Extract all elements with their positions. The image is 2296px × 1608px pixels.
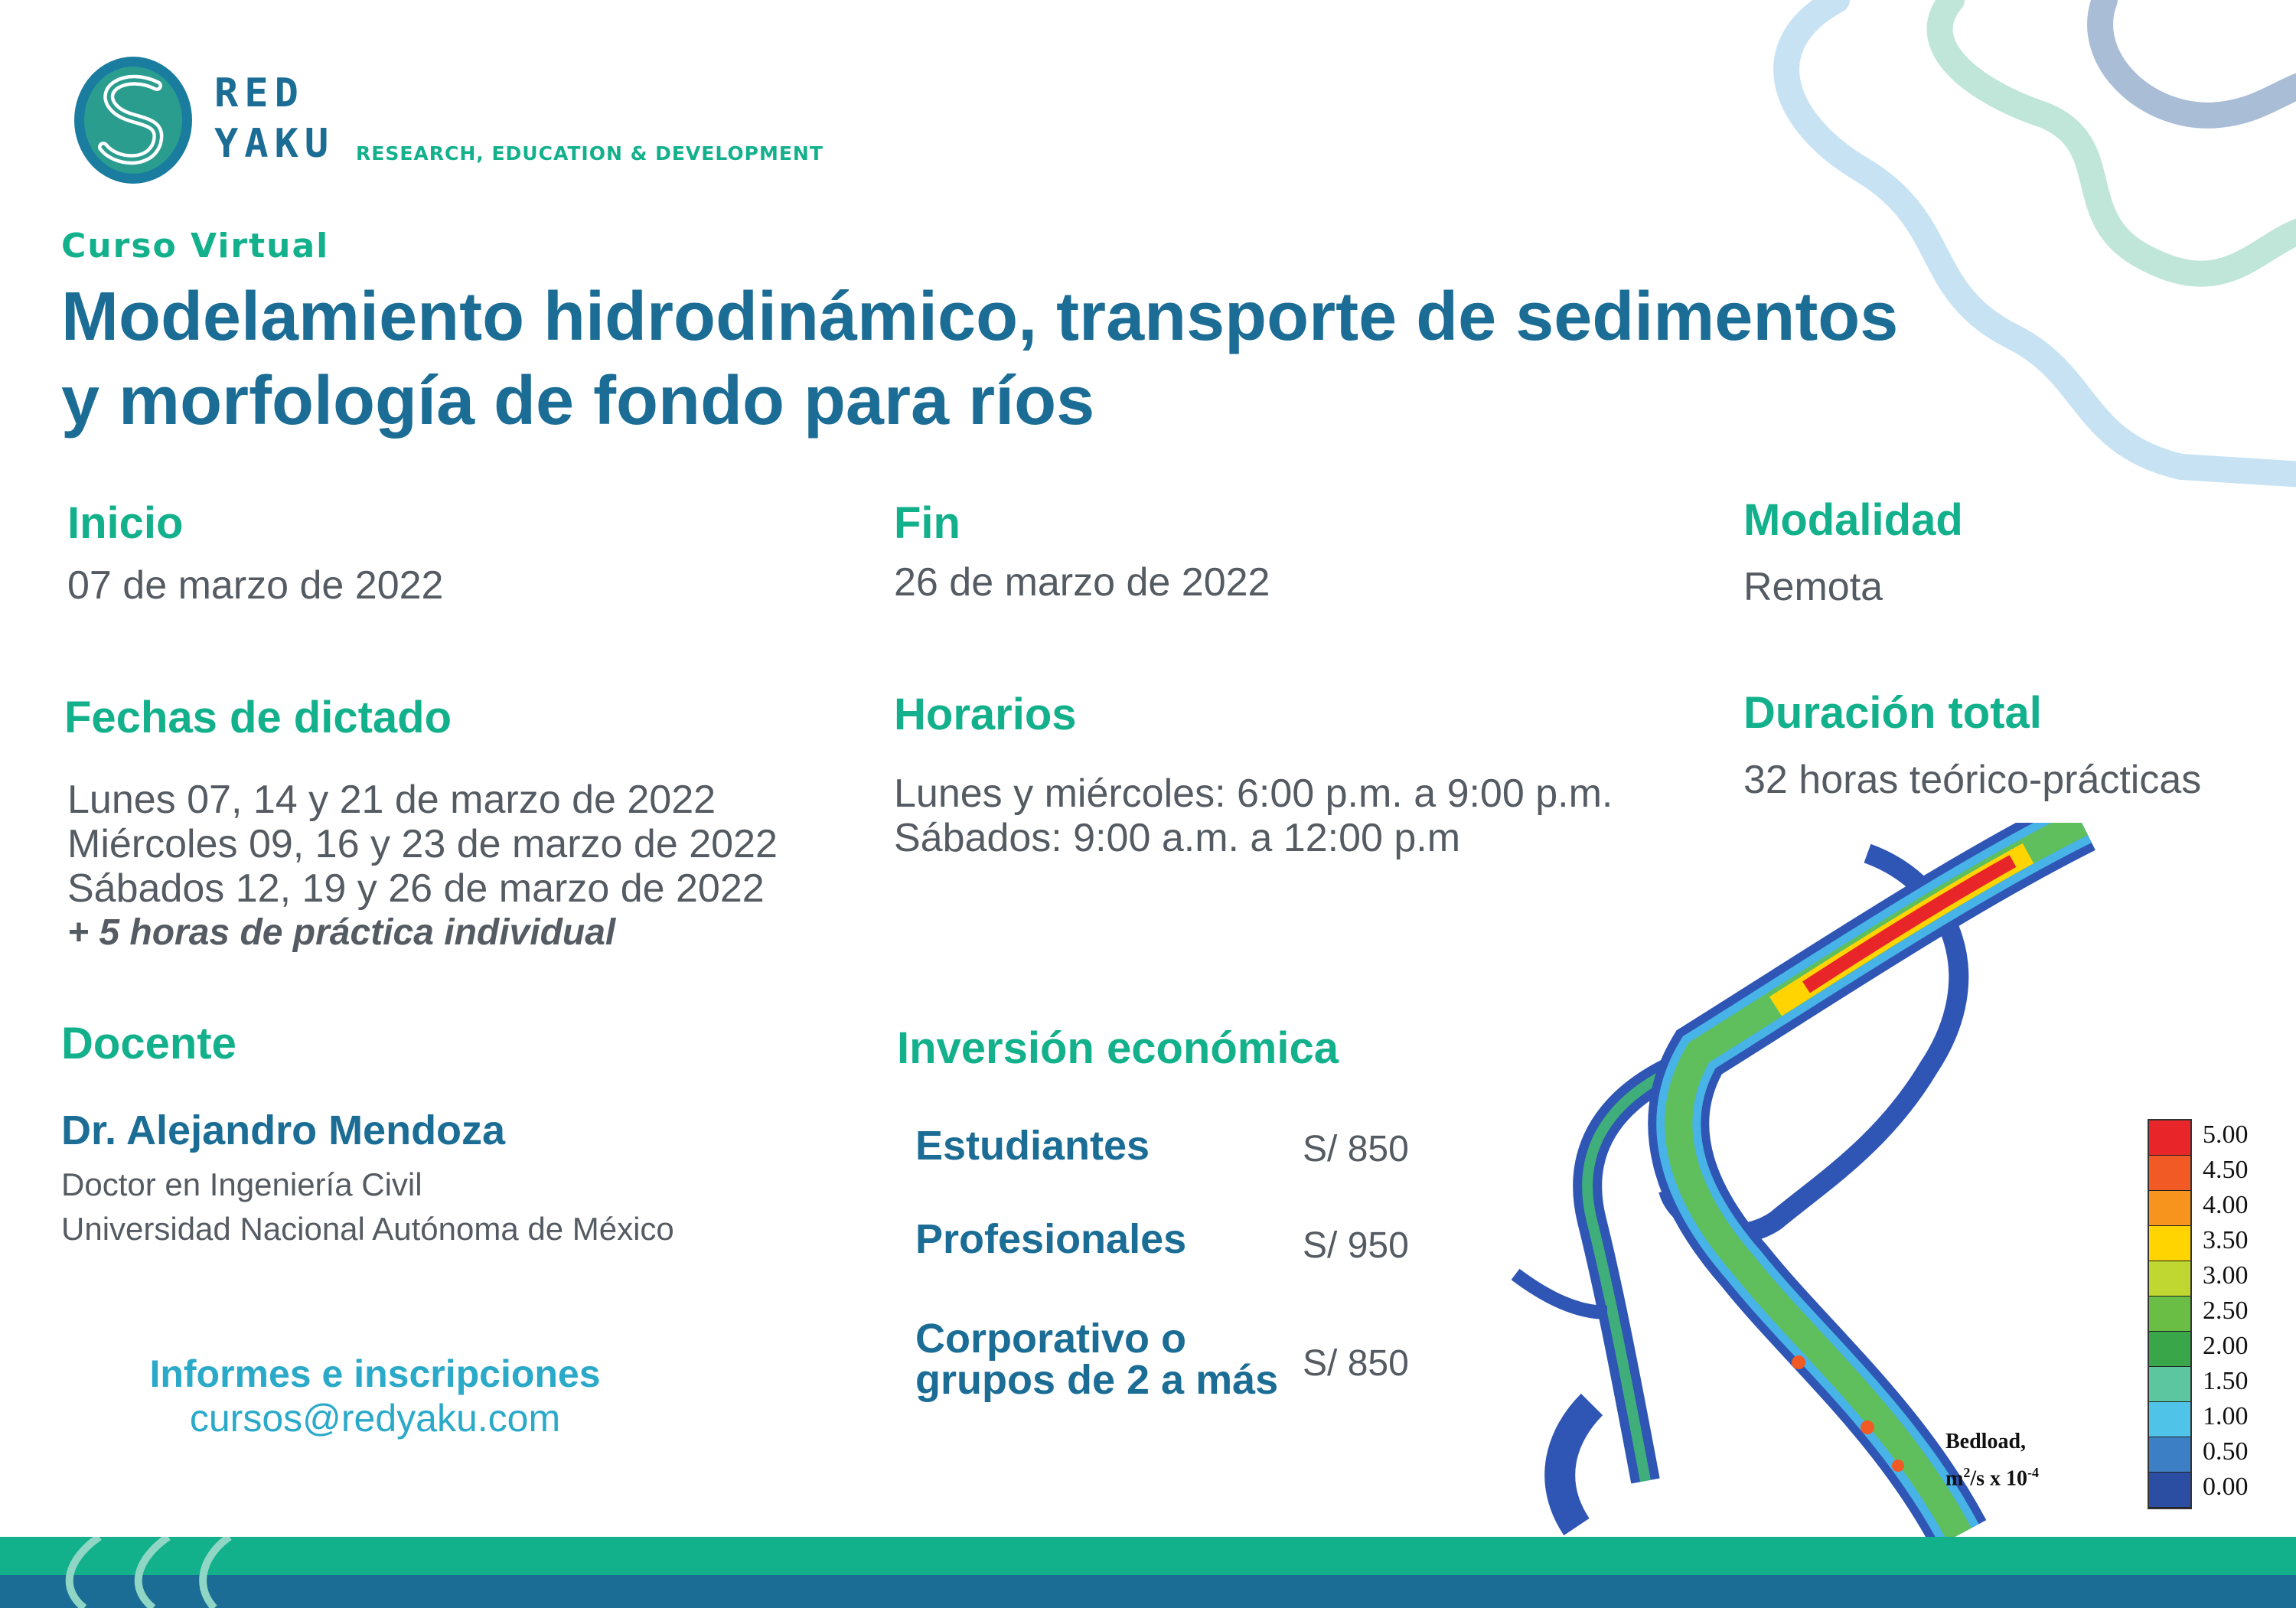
footer-blue-bar: [0, 1575, 2296, 1608]
legend-labels: [2203, 1119, 2287, 1517]
legend-title: [1945, 1427, 2039, 1494]
price-label-corporativo: [915, 1318, 1278, 1401]
legend-value: 5.00: [2203, 1120, 2249, 1149]
legend-swatch: [2149, 1297, 2190, 1332]
legend-value: 0.50: [2203, 1437, 2249, 1466]
horarios-line: Sábados: 9:00 a.m. a 12:00 p.m: [894, 816, 1461, 860]
legend-value: 0.00: [2203, 1473, 2249, 1501]
legend-units: [1945, 1457, 2039, 1494]
legend-value: 1.50: [2203, 1367, 2249, 1395]
docente-label: Docente: [61, 1019, 236, 1068]
fin-label: Fin: [894, 498, 960, 548]
fechas-line: Miércoles 09, 16 y 23 de marzo de 2022: [67, 822, 778, 866]
duracion-value: 32 horas teórico-prácticas: [1743, 758, 2202, 802]
modalidad-label: Modalidad: [1743, 495, 1963, 545]
legend-units-sup1: 2: [1963, 1465, 1971, 1480]
legend-units-sup2: -4: [2027, 1465, 2040, 1480]
contact-email[interactable]: cursos@redyaku.com: [189, 1397, 561, 1440]
legend-value: 3.00: [2203, 1261, 2249, 1290]
fechas-label: Fechas de dictado: [64, 693, 452, 742]
legend-swatch: [2149, 1191, 2190, 1226]
map-legend: [2148, 1119, 2289, 1517]
legend-swatch: [2149, 1120, 2190, 1156]
price-label-corporativo-line2: grupos de 2 a más: [915, 1357, 1279, 1403]
legend-swatch: [2149, 1332, 2190, 1367]
footer-teal-bar: [0, 1537, 2296, 1575]
brand-logo: [73, 55, 194, 185]
legend-units-mid: /s x 10: [1970, 1466, 2028, 1491]
price-label-estudiantes: Estudiantes: [915, 1123, 1150, 1169]
legend-value: 4.50: [2203, 1156, 2249, 1184]
fechas-line: Sábados 12, 19 y 26 de marzo de 2022: [67, 866, 765, 911]
course-title-line1: Modelamiento hidrodinámico, transporte de sedimentos: [61, 279, 1899, 355]
modalidad-value: Remota: [1743, 565, 1883, 609]
legend-units-prefix: m: [1945, 1466, 1964, 1491]
course-title-line2: y morfología de fondo para ríos: [61, 363, 1095, 439]
brand-name-line1: RED: [214, 70, 305, 116]
horarios-label: Horarios: [894, 690, 1077, 739]
inicio-value: 07 de marzo de 2022: [67, 563, 444, 608]
legend-value: 2.00: [2203, 1332, 2249, 1360]
logo-emblem-icon: [73, 55, 194, 185]
contact-label: Informes e inscripciones: [149, 1352, 601, 1395]
legend-swatch: [2149, 1156, 2190, 1191]
inicio-label: Inicio: [67, 498, 184, 548]
legend-swatch: [2149, 1367, 2190, 1402]
legend-swatch: [2149, 1261, 2190, 1297]
inversion-label: Inversión económica: [897, 1023, 1339, 1073]
price-label-profesionales: Profesionales: [915, 1216, 1187, 1262]
legend-value: 2.50: [2203, 1297, 2249, 1325]
contact-block: [61, 1352, 689, 1440]
legend-title-text: Bedload,: [1945, 1430, 2027, 1453]
price-value-estudiantes: S/ 850: [1303, 1129, 1409, 1169]
duracion-label: Duración total: [1743, 688, 2042, 738]
fin-value: 26 de marzo de 2022: [894, 560, 1270, 605]
legend-color-bar: [2148, 1119, 2192, 1509]
legend-value: 3.50: [2203, 1226, 2249, 1254]
docente-name: Dr. Alejandro Mendoza: [61, 1107, 506, 1153]
price-label-corporativo-line1: Corporativo o: [915, 1316, 1187, 1362]
legend-swatch: [2149, 1437, 2190, 1473]
brand-tagline: RESEARCH, EDUCATION & DEVELOPMENT: [356, 142, 823, 165]
fechas-extra: + 5 horas de práctica individual: [67, 912, 616, 953]
fechas-line: Lunes 07, 14 y 21 de marzo de 2022: [67, 778, 716, 822]
legend-swatch: [2149, 1473, 2190, 1508]
legend-swatch: [2149, 1402, 2190, 1437]
docente-university: Universidad Nacional Autónoma de México: [61, 1211, 674, 1247]
decorative-waves: [1722, 0, 2296, 490]
fechas-list: [67, 778, 778, 955]
price-value-profesionales: S/ 950: [1303, 1225, 1409, 1266]
legend-value: 4.00: [2203, 1191, 2249, 1219]
course-type: Curso Virtual: [61, 227, 330, 266]
legend-value: 1.00: [2203, 1402, 2249, 1430]
footer-wave-decoration: [46, 1537, 245, 1608]
docente-degree: Doctor en Ingeniería Civil: [61, 1166, 422, 1202]
horarios-line: Lunes y miércoles: 6:00 p.m. a 9:00 p.m.: [894, 771, 1613, 816]
legend-swatch: [2149, 1226, 2190, 1261]
price-value-corporativo: S/ 850: [1303, 1343, 1409, 1384]
brand-name-line2: YAKU: [214, 121, 335, 167]
